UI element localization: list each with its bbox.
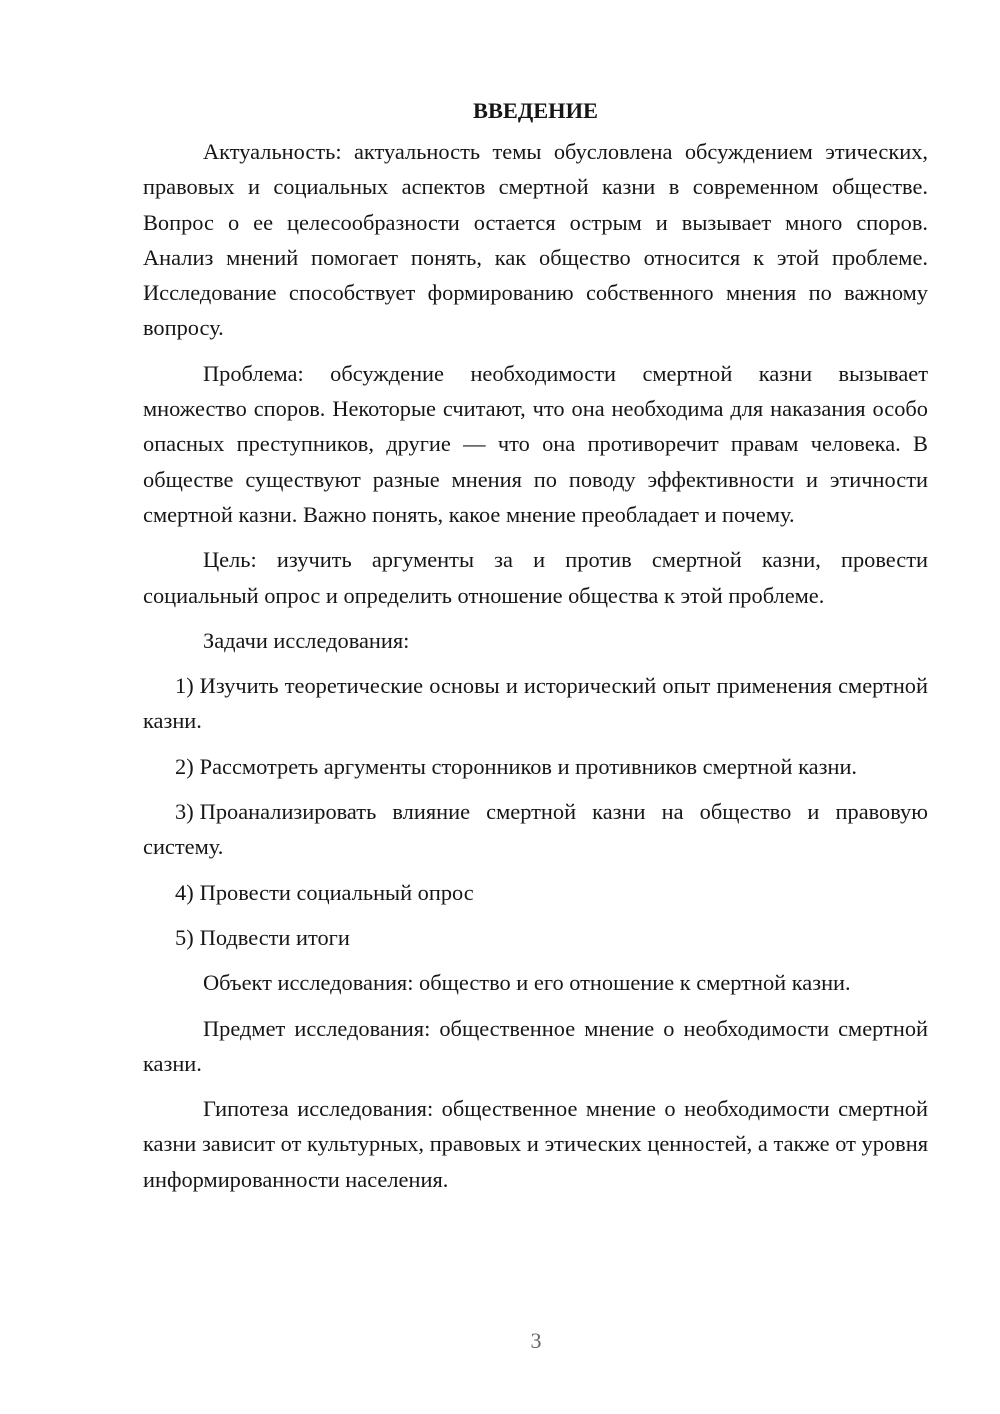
paragraph-relevance: Актуальность: актуальность темы обусловлена обсуждением этических, правовых и социальных аспектов смертной казни в современном обществе. Вопрос о ее целесообразности остается острым и вызывает много споров. Анализ мнений помогает понять, как общество относится к этой проблеме. Исследование способствует формированию собственного мнения по важному вопросу. <box>143 139 928 341</box>
task-item-2 <box>143 749 928 784</box>
task-number: 3) <box>175 799 194 825</box>
task-number: 4) <box>175 879 194 905</box>
task-text: Проанализировать влияние смертной казни на общество и правовую систему. <box>143 799 928 860</box>
task-text: Подвести итоги <box>199 924 350 950</box>
page-title: ВВЕДЕНИЕ <box>473 98 598 123</box>
paragraph-problem: Проблема: обсуждение необходимости смертной казни вызывает множество споров. Некоторые считают, что она необходима для наказания особо опасных преступников, другие — что она противоречит правам человека. В обществе существуют разные мнения по поводу эффективности и этичности смертной казни. Важно понять, какое мнение преобладает и почему. <box>143 360 928 527</box>
task-item-3 <box>143 794 928 865</box>
task-item-1 <box>143 668 928 739</box>
paragraph-goal: Цель: изучить аргументы за и против смертной казни, провести социальный опрос и определить отношение общества к этой проблеме. <box>143 547 928 608</box>
task-text: Рассмотреть аргументы сторонников и противников смертной казни. <box>199 753 858 779</box>
paragraph-subject: Предмет исследования: общественное мнение о необходимости смертной казни. <box>143 1015 928 1076</box>
page-content <box>143 93 928 1207</box>
task-item-4 <box>143 875 928 910</box>
task-number: 1) <box>175 673 194 699</box>
page-number: 3 <box>530 1328 542 1353</box>
task-text: Провести социальный опрос <box>199 879 474 905</box>
task-number: 2) <box>175 753 194 779</box>
task-item-5 <box>143 920 928 955</box>
paragraph-object: Объект исследования: общество и его отношение к смертной казни. <box>203 970 851 996</box>
task-number: 5) <box>175 924 194 950</box>
paragraph-hypothesis: Гипотеза исследования: общественное мнение о необходимости смертной казни зависит от культурных, правовых и этических ценностей, а также от уровня информированности населения. <box>143 1096 928 1192</box>
tasks-heading: Задачи исследования: <box>203 627 410 653</box>
task-text: Изучить теоретические основы и исторический опыт применения смертной казни. <box>143 673 928 734</box>
